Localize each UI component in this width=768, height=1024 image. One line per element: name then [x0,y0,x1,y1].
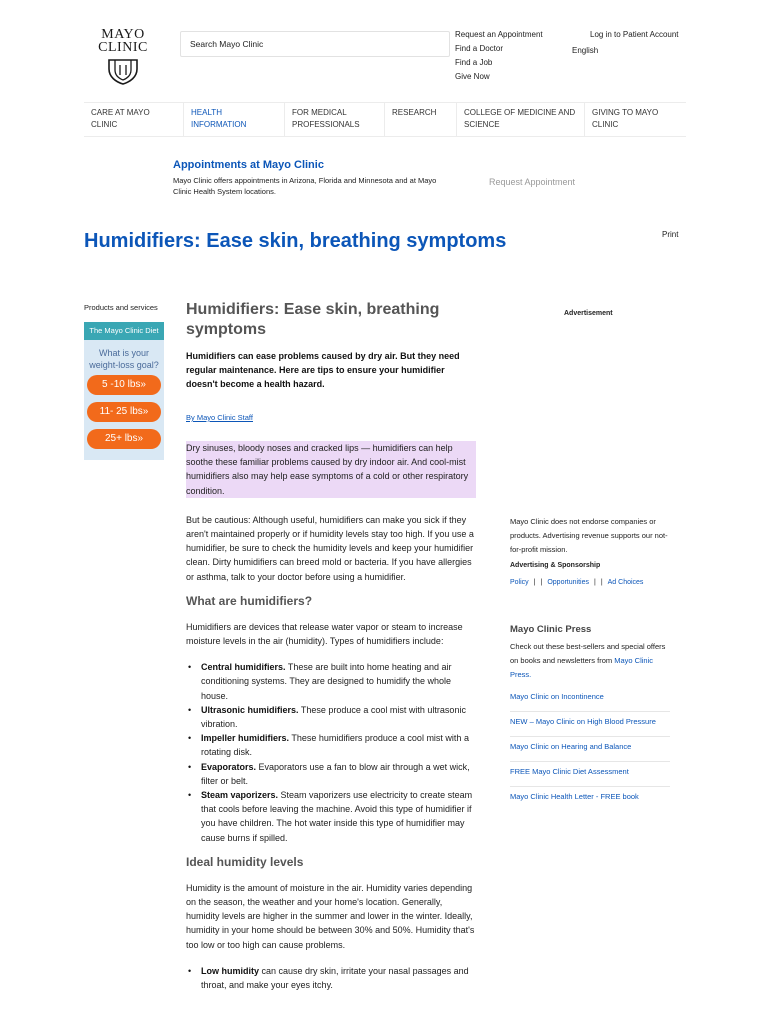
article-paragraph-highlighted: Dry sinuses, bloody noses and cracked lips — humidifiers can help soothe these familiar problems caused by dry indoor air. And cool-mist humidifiers also may help ease symptoms of a cold or other respiratory condition. [186,441,476,498]
find-a-job-link[interactable]: Find a Job [455,58,493,67]
press-title: Mayo Clinic Press [510,624,592,635]
nav-care-at-mayo-clinic[interactable]: CARE AT MAYO CLINIC [84,103,184,136]
separator: | [533,579,536,586]
diet-option-11-25[interactable]: 11- 25 lbs» [87,402,161,422]
diet-ad-widget[interactable] [84,322,164,460]
page-title: Humidifiers: Ease skin, breathing symptoms [84,230,507,252]
article [186,300,476,992]
diet-question: What is your weight-loss goal? [89,348,159,370]
list-item-term: Steam vaporizers. [201,790,279,801]
article-title: Humidifiers: Ease skin, breathing symptoms [186,301,440,338]
article-paragraph: Humidifiers are devices that release water vapor or steam to increase moisture levels in the air (humidity). Types of humidifiers include: [186,621,463,647]
list-item-term: Evaporators. [201,761,257,772]
list-item [186,731,476,759]
find-a-doctor-link[interactable]: Find a Doctor [455,44,504,53]
utility-links [455,28,543,84]
list-item [186,760,476,788]
press-link-blood-pressure[interactable]: NEW – Mayo Clinic on High Blood Pressure [510,712,670,737]
advertising-disclaimer: Mayo Clinic does not endorse companies or products. Advertising revenue supports our not-for-profit mission. [510,517,668,554]
byline-link[interactable]: By Mayo Clinic Staff [186,413,253,422]
list-item-text: Steam vaporizers use electricity to create steam that cools before leaving the machine. Avoid this type of humidifier if you have children. The hot water inside this type of humidifier may cause burns if spilled. [201,790,473,843]
press-link-incontinence[interactable]: Mayo Clinic on Incontinence [510,687,670,712]
give-now-link[interactable]: Give Now [455,72,490,81]
list-item-term: Central humidifiers. [201,662,286,673]
ad-policy-link[interactable]: Policy [510,579,529,586]
press-link-health-letter[interactable]: Mayo Clinic Health Letter - FREE book [510,792,639,801]
diet-banner: The Mayo Clinic Diet [84,322,164,340]
separator: | [593,579,596,586]
nav-college-of-medicine[interactable]: COLLEGE OF MEDICINE AND SCIENCE [457,103,585,136]
nav-research[interactable]: RESEARCH [385,103,457,136]
logo-text-line2: CLINIC [98,40,148,55]
request-appointment-button[interactable]: Request Appointment [489,177,576,187]
list-item-text: Evaporators use a fan to blow air through a wet wick, filter or belt. [201,761,470,786]
diet-option-5-10[interactable]: 5 -10 lbs» [87,375,161,395]
list-item-term: Low humidity [201,965,259,976]
nav-health-information[interactable]: HEALTH INFORMATION [184,103,285,136]
main-nav [84,102,686,137]
ad-links [510,579,643,586]
press-link-diet-assessment[interactable]: FREE Mayo Clinic Diet Assessment [510,762,670,787]
list-item-text: These produce a cool mist with ultrasonic vibration. [201,704,466,730]
list-item [186,703,476,731]
appointments-text: Mayo Clinic offers appointments in Arizona, Florida and Minnesota and at Mayo Clinic Health System locations. [173,176,437,196]
list-item [186,660,476,703]
list-item-term: Ultrasonic humidifiers. [201,704,299,715]
separator: | [540,579,543,586]
advertising-sponsorship-label: Advertising & Sponsorship [510,562,601,569]
patient-account-link[interactable]: Log in to Patient Account [590,30,679,39]
list-item-text: These humidifiers produce a cool mist with a rotating disk. [201,733,469,758]
mayo-clinic-logo[interactable] [92,28,154,85]
list-item-text: can cause dry skin, irritate your nasal passages and throat, and make your eyes itchy. [201,965,469,991]
press-description-text: Check out these best-sellers and special offers on books and newsletters from [510,642,666,665]
search-placeholder: Search Mayo Clinic [190,39,264,49]
section-heading-what: What are humidifiers? [186,593,313,608]
list-item-text: These are built into home heating and air conditioning systems. They are designed to humidify the whole house. [201,662,452,701]
search-input[interactable] [180,31,450,57]
nav-for-medical-professionals[interactable]: FOR MEDICAL PROFESSIONALS [285,103,385,136]
article-lead: Humidifiers can ease problems caused by dry air. But they need regular maintenance. Here are tips to ensure your humidifier doesn't become a health hazard. [186,351,460,389]
press-description [510,640,670,682]
ad-opportunities-link[interactable]: Opportunities [547,579,589,586]
nav-giving-to-mayo-clinic[interactable]: GIVING TO MAYO CLINIC [592,108,659,129]
mayo-shield-icon [106,57,140,85]
logo-text-line1: MAYO [101,27,145,42]
print-button[interactable]: Print [662,230,679,239]
language-selector[interactable]: English [572,46,599,55]
request-appointment-link[interactable]: Request an Appointment [455,30,543,39]
humidifier-types-list [186,660,476,845]
press-link[interactable]: Mayo Clinic Press. [510,656,653,679]
list-item-term: Impeller humidifiers. [201,733,290,744]
ad-choices-link[interactable]: Ad Choices [607,579,644,586]
mayo-clinic-press [510,624,670,812]
article-paragraph: But be cautious: Although useful, humidifiers can make you sick if they aren't maintained properly or if humidity levels stay too high. If you use a humidifier, be sure to check the humidity levels and keep your humidifier clean. Dirty humidifiers can breed mold or bacteria. If you have allergies or asthma, talk to your doctor before using a humidifier. [186,514,474,582]
article-paragraph: Humidity is the amount of moisture in the air. Humidity varies depending on the season, the weather and your home's location. Generally, humidity levels are higher in the summer and lower in the winter. Ideally, humidity in your home should be between 30% and 50%. Humidity that's too low or too high can cause problems. [186,882,475,950]
separator: | [600,579,603,586]
list-item [186,788,476,845]
press-link-hearing-balance[interactable]: Mayo Clinic on Hearing and Balance [510,737,670,762]
list-item [186,964,476,992]
humidity-effects-list [186,964,476,992]
products-services-label: Products and services [84,303,158,312]
advertisement-label: Advertisement [564,310,613,317]
diet-option-25-plus[interactable]: 25+ lbs» [87,429,161,449]
section-heading-ideal: Ideal humidity levels [186,854,304,869]
appointments-title: Appointments at Mayo Clinic [173,159,324,171]
